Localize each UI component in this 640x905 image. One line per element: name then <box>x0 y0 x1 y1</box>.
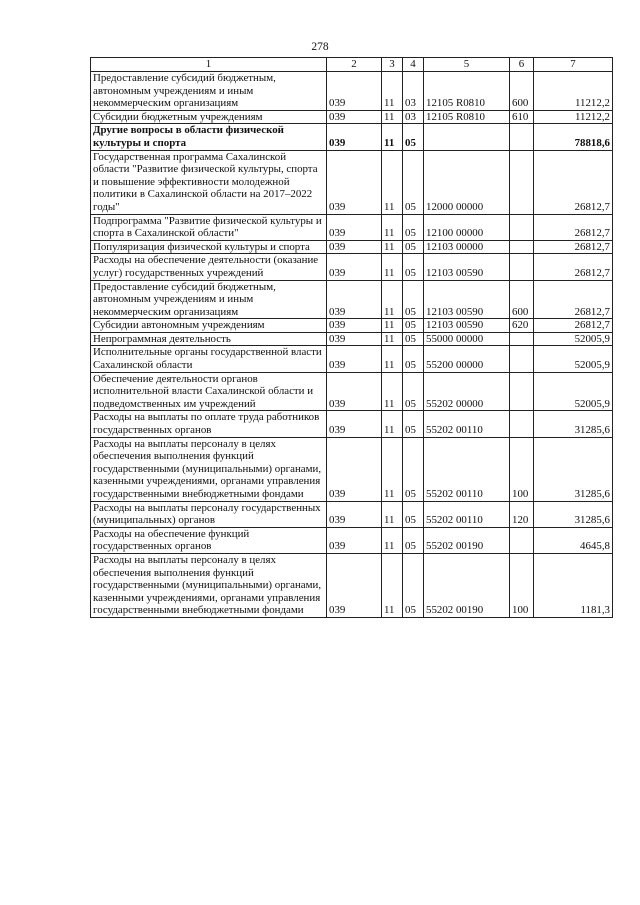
row-expense-type-code: 620 <box>510 319 534 333</box>
row-amount: 26812,7 <box>534 254 613 280</box>
row-expense-type-code: 120 <box>510 501 534 527</box>
row-name: Подпрограмма "Развитие физической культуры и спорта в Сахалинской области" <box>91 214 327 240</box>
row-ved-code: 039 <box>327 124 382 150</box>
row-expense-type-code: 610 <box>510 110 534 124</box>
row-section-code: 11 <box>382 372 403 411</box>
table-row <box>91 110 613 124</box>
row-section-code: 11 <box>382 240 403 254</box>
page-number: 278 <box>311 41 329 53</box>
row-expense-type-code <box>510 527 534 553</box>
column-header: 2 <box>327 58 382 72</box>
row-name: Расходы на обеспечение функций государственных органов <box>91 527 327 553</box>
table-row <box>91 150 613 214</box>
row-expense-type-code: 600 <box>510 72 534 111</box>
row-section-code: 11 <box>382 72 403 111</box>
row-section-code: 11 <box>382 346 403 372</box>
row-ved-code: 039 <box>327 240 382 254</box>
row-target-code: 12103 00590 <box>424 280 510 319</box>
row-amount: 78818,6 <box>534 124 613 150</box>
row-target-code: 55202 00190 <box>424 553 510 617</box>
row-section-code: 11 <box>382 124 403 150</box>
row-ved-code: 039 <box>327 437 382 501</box>
column-header: 5 <box>424 58 510 72</box>
row-target-code: 12105 R0810 <box>424 110 510 124</box>
row-ved-code: 039 <box>327 501 382 527</box>
row-ved-code: 039 <box>327 346 382 372</box>
row-subsection-code: 05 <box>403 280 424 319</box>
row-name: Предоставление субсидий бюджетным, автономным учреждениям и иным некоммерческим организациям <box>91 72 327 111</box>
row-section-code: 11 <box>382 150 403 214</box>
row-ved-code: 039 <box>327 280 382 319</box>
row-subsection-code: 05 <box>403 254 424 280</box>
row-subsection-code: 03 <box>403 110 424 124</box>
row-section-code: 11 <box>382 332 403 346</box>
row-target-code: 12103 00590 <box>424 254 510 280</box>
row-name: Субсидии бюджетным учреждениям <box>91 110 327 124</box>
row-target-code: 12100 00000 <box>424 214 510 240</box>
row-target-code: 55202 00190 <box>424 527 510 553</box>
row-target-code: 12000 00000 <box>424 150 510 214</box>
row-name: Субсидии автономным учреждениям <box>91 319 327 333</box>
row-expense-type-code <box>510 240 534 254</box>
table-row <box>91 437 613 501</box>
table-row <box>91 214 613 240</box>
row-subsection-code: 05 <box>403 501 424 527</box>
table-row <box>91 72 613 111</box>
row-ved-code: 039 <box>327 254 382 280</box>
row-name: Обеспечение деятельности органов исполнительной власти Сахалинской области и подведомственных им учреждений <box>91 372 327 411</box>
row-subsection-code: 05 <box>403 411 424 437</box>
row-target-code: 12103 00590 <box>424 319 510 333</box>
row-expense-type-code: 600 <box>510 280 534 319</box>
row-ved-code: 039 <box>327 319 382 333</box>
table-row <box>91 280 613 319</box>
row-expense-type-code <box>510 332 534 346</box>
row-subsection-code: 05 <box>403 332 424 346</box>
row-subsection-code: 05 <box>403 553 424 617</box>
row-target-code: 12105 R0810 <box>424 72 510 111</box>
row-amount: 26812,7 <box>534 280 613 319</box>
row-section-code: 11 <box>382 437 403 501</box>
row-target-code: 12103 00000 <box>424 240 510 254</box>
row-expense-type-code <box>510 372 534 411</box>
row-target-code: 55200 00000 <box>424 346 510 372</box>
row-section-code: 11 <box>382 319 403 333</box>
row-expense-type-code <box>510 254 534 280</box>
row-amount: 26812,7 <box>534 150 613 214</box>
row-subsection-code: 05 <box>403 150 424 214</box>
table-row <box>91 319 613 333</box>
row-name: Расходы на выплаты персоналу в целях обеспечения выполнения функций государственными (муниципальными) органами, казенными учреждениями, органами управления государственными внебюджетными фондами <box>91 437 327 501</box>
row-amount: 1181,3 <box>534 553 613 617</box>
row-ved-code: 039 <box>327 150 382 214</box>
row-expense-type-code <box>510 150 534 214</box>
row-section-code: 11 <box>382 214 403 240</box>
row-amount: 11212,2 <box>534 72 613 111</box>
row-name: Расходы на выплаты персоналу государственных (муниципальных) органов <box>91 501 327 527</box>
row-section-code: 11 <box>382 254 403 280</box>
table-row <box>91 527 613 553</box>
row-expense-type-code <box>510 124 534 150</box>
row-subsection-code: 05 <box>403 124 424 150</box>
table-row <box>91 240 613 254</box>
row-amount: 52005,9 <box>534 372 613 411</box>
row-amount: 31285,6 <box>534 437 613 501</box>
row-amount: 31285,6 <box>534 501 613 527</box>
row-expense-type-code <box>510 214 534 240</box>
row-target-code: 55000 00000 <box>424 332 510 346</box>
column-header: 6 <box>510 58 534 72</box>
column-header: 7 <box>534 58 613 72</box>
table-row <box>91 254 613 280</box>
row-name: Расходы на обеспечение деятельности (оказание услуг) государственных учреждений <box>91 254 327 280</box>
row-target-code: 55202 00110 <box>424 437 510 501</box>
row-ved-code: 039 <box>327 527 382 553</box>
column-header: 1 <box>91 58 327 72</box>
table-row <box>91 411 613 437</box>
row-expense-type-code <box>510 411 534 437</box>
row-name: Другие вопросы в области физической культуры и спорта <box>91 124 327 150</box>
table-row <box>91 332 613 346</box>
row-subsection-code: 05 <box>403 437 424 501</box>
row-section-code: 11 <box>382 411 403 437</box>
row-ved-code: 039 <box>327 214 382 240</box>
row-section-code: 11 <box>382 110 403 124</box>
row-ved-code: 039 <box>327 332 382 346</box>
row-expense-type-code: 100 <box>510 437 534 501</box>
row-subsection-code: 05 <box>403 372 424 411</box>
column-header: 4 <box>403 58 424 72</box>
row-target-code: 55202 00110 <box>424 411 510 437</box>
row-expense-type-code: 100 <box>510 553 534 617</box>
row-amount: 52005,9 <box>534 332 613 346</box>
row-target-code: 55202 00110 <box>424 501 510 527</box>
table-row <box>91 553 613 617</box>
row-amount: 26812,7 <box>534 240 613 254</box>
row-target-code: 55202 00000 <box>424 372 510 411</box>
row-subsection-code: 05 <box>403 319 424 333</box>
row-target-code <box>424 124 510 150</box>
row-ved-code: 039 <box>327 553 382 617</box>
row-amount: 52005,9 <box>534 346 613 372</box>
row-subsection-code: 03 <box>403 72 424 111</box>
row-section-code: 11 <box>382 501 403 527</box>
row-ved-code: 039 <box>327 72 382 111</box>
row-subsection-code: 05 <box>403 240 424 254</box>
header-row <box>91 58 613 72</box>
row-name: Исполнительные органы государственной власти Сахалинской области <box>91 346 327 372</box>
table-row <box>91 124 613 150</box>
row-amount: 31285,6 <box>534 411 613 437</box>
budget-table <box>90 57 613 618</box>
row-amount: 4645,8 <box>534 527 613 553</box>
row-name: Предоставление субсидий бюджетным, автономным учреждениям и иным некоммерческим организациям <box>91 280 327 319</box>
row-subsection-code: 05 <box>403 527 424 553</box>
row-ved-code: 039 <box>327 110 382 124</box>
row-section-code: 11 <box>382 553 403 617</box>
row-expense-type-code <box>510 346 534 372</box>
row-name: Государственная программа Сахалинской области "Развитие физической культуры, спорта и повышение эффективности молодежной политики в Сахалинской области на 2017–2022 годы" <box>91 150 327 214</box>
table-row <box>91 346 613 372</box>
row-section-code: 11 <box>382 280 403 319</box>
row-section-code: 11 <box>382 527 403 553</box>
row-amount: 26812,7 <box>534 214 613 240</box>
row-ved-code: 039 <box>327 411 382 437</box>
row-name: Расходы на выплаты персоналу в целях обеспечения выполнения функций государственными (муниципальными) органами, казенными учреждениями, органами управления государственными внебюджетными фондами <box>91 553 327 617</box>
row-name: Непрограммная деятельность <box>91 332 327 346</box>
row-ved-code: 039 <box>327 372 382 411</box>
column-header: 3 <box>382 58 403 72</box>
table-row <box>91 372 613 411</box>
table-row <box>91 501 613 527</box>
row-amount: 11212,2 <box>534 110 613 124</box>
row-name: Расходы на выплаты по оплате труда работников государственных органов <box>91 411 327 437</box>
row-amount: 26812,7 <box>534 319 613 333</box>
row-subsection-code: 05 <box>403 346 424 372</box>
row-subsection-code: 05 <box>403 214 424 240</box>
row-name: Популяризация физической культуры и спорта <box>91 240 327 254</box>
